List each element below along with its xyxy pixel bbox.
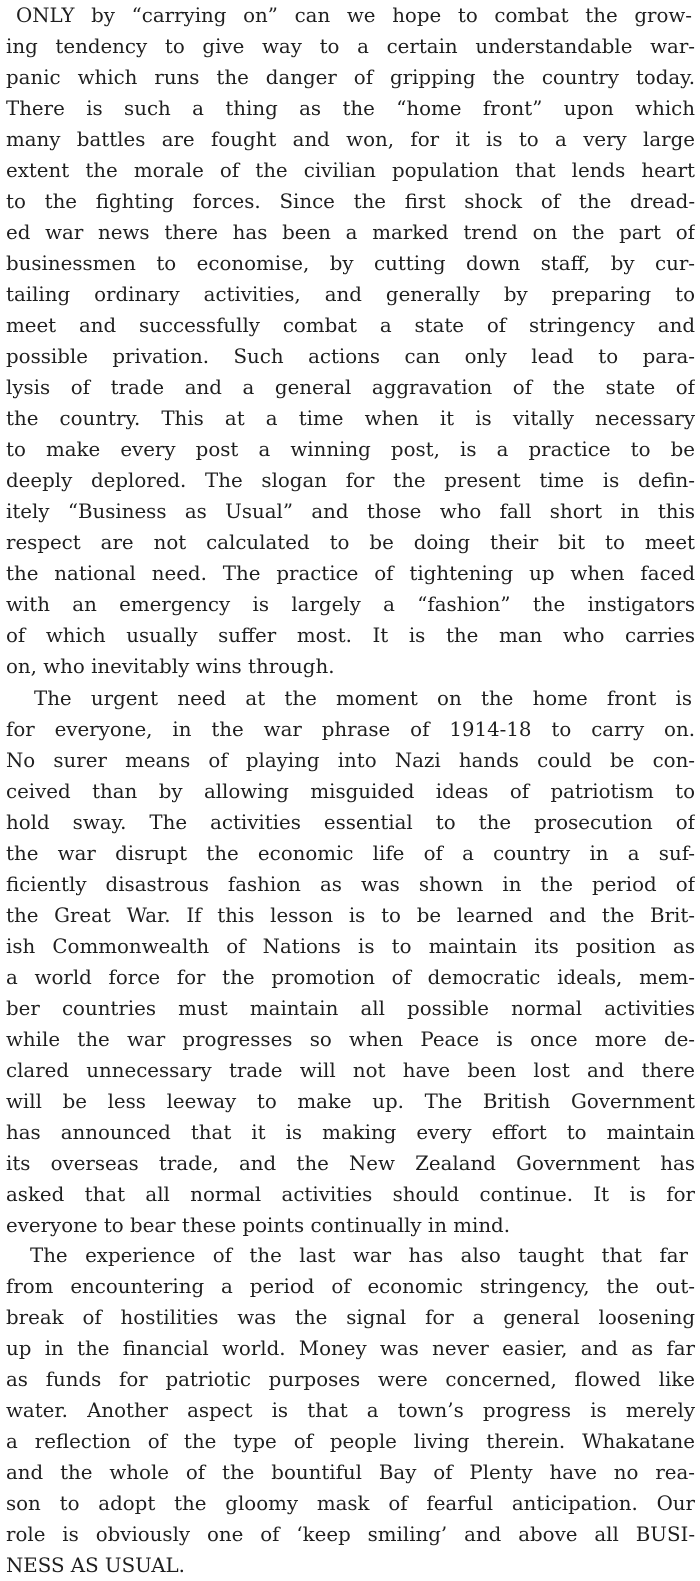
text-line: while the war progresses so when Peace is once more de- (6, 1028, 695, 1051)
text-line: hold sway. The activities essential to the prosecution of (6, 811, 695, 834)
text-line: clared unnecessary trade will not have been lost and there (6, 1059, 695, 1082)
text-line: No surer means of playing into Nazi hands could be con- (6, 749, 695, 772)
text-line: many battles are fought and won, for it is to a very large (6, 128, 695, 151)
text-line: The urgent need at the moment on the home front is (34, 687, 692, 710)
text-line: ONLY by “carrying on” can we hope to combat the grow- (16, 4, 692, 27)
text-line: respect are not calculated to be doing their bit to meet (6, 531, 695, 554)
text-line: to the fighting forces. Since the first shock of the dread- (6, 190, 695, 213)
text-line: ber countries must maintain all possible normal activities (6, 997, 695, 1020)
text-line: tailing ordinary activities, and generally by preparing to (6, 283, 695, 306)
text-line: the war disrupt the economic life of a country in a suf- (6, 842, 695, 865)
text-line: the Great War. If this lesson is to be learned and the Brit- (6, 904, 695, 927)
text-line: of which usually suffer most. It is the man who carries (6, 624, 695, 647)
text-line: lysis of trade and a general aggravation of the state of (6, 376, 695, 399)
text-line: up in the financial world. Money was never easier, and as far (6, 1337, 695, 1360)
text-line: the country. This at a time when it is vitally necessary (6, 407, 695, 430)
text-line: ing tendency to give way to a certain understandable war- (6, 35, 695, 58)
paragraph-3 (0, 1240, 700, 1581)
text-line: itely “Business as Usual” and those who fall short in this (6, 500, 695, 523)
text-line: meet and successfully combat a state of stringency and (6, 314, 695, 337)
text-line: to make every post a winning post, is a practice to be (6, 438, 695, 461)
text-line: son to adopt the gloomy mask of fearful anticipation. Our (6, 1492, 695, 1515)
text-line: ish Commonwealth of Nations is to maintain its position as (6, 935, 695, 958)
text-line: The experience of the last war has also taught that far (30, 1244, 688, 1267)
text-line: panic which runs the danger of gripping the country today. (6, 66, 695, 89)
text-line: deeply deplored. The slogan for the present time is defin- (6, 469, 695, 492)
paragraph-1 (0, 0, 700, 682)
text-line: ceived than by allowing misguided ideas of patriotism to (6, 780, 695, 803)
text-line: and the whole of the bountiful Bay of Plenty have no rea- (6, 1461, 695, 1484)
text-line: a reflection of the type of people living therein. Whakatane (6, 1430, 695, 1453)
text-line: has announced that it is making every effort to maintain (6, 1121, 695, 1144)
text-line: as funds for patriotic purposes were concerned, flowed like (6, 1368, 695, 1391)
text-line: ed war news there has been a marked trend on the part of (6, 221, 695, 244)
text-line: the national need. The practice of tightening up when faced (6, 562, 695, 585)
text-line: businessmen to economise, by cutting down staff, by cur- (6, 252, 695, 275)
text-line: its overseas trade, and the New Zealand Government has (6, 1152, 695, 1175)
text-line: a world force for the promotion of democratic ideals, mem- (6, 966, 695, 989)
text-line: with an emergency is largely a “fashion” the instigators (6, 593, 695, 616)
text-line: ficiently disastrous fashion as was shown in the period of (6, 873, 695, 896)
text-line: NESS AS USUAL. (6, 1554, 185, 1577)
text-line: will be less leeway to make up. The British Government (6, 1090, 695, 1113)
text-line: everyone to bear these points continually in mind. (6, 1214, 511, 1237)
text-line: on, who inevitably wins through. (6, 655, 335, 678)
text-line: role is obviously one of ‘keep smiling’ and above all BUSI- (6, 1523, 695, 1546)
paragraph-2 (0, 683, 700, 1241)
text-line: water. Another aspect is that a town’s progress is merely (6, 1399, 695, 1422)
text-line: break of hostilities was the signal for a general loosening (6, 1306, 695, 1329)
text-line: There is such a thing as the “home front” upon which (6, 97, 695, 120)
text-line: asked that all normal activities should continue. It is for (6, 1183, 695, 1206)
text-line: for everyone, in the war phrase of 1914-18 to carry on. (6, 718, 695, 741)
text-line: extent the morale of the civilian population that lends heart (6, 159, 695, 182)
text-line: possible privation. Such actions can only lead to para- (6, 345, 695, 368)
text-line: from encountering a period of economic stringency, the out- (6, 1275, 695, 1298)
